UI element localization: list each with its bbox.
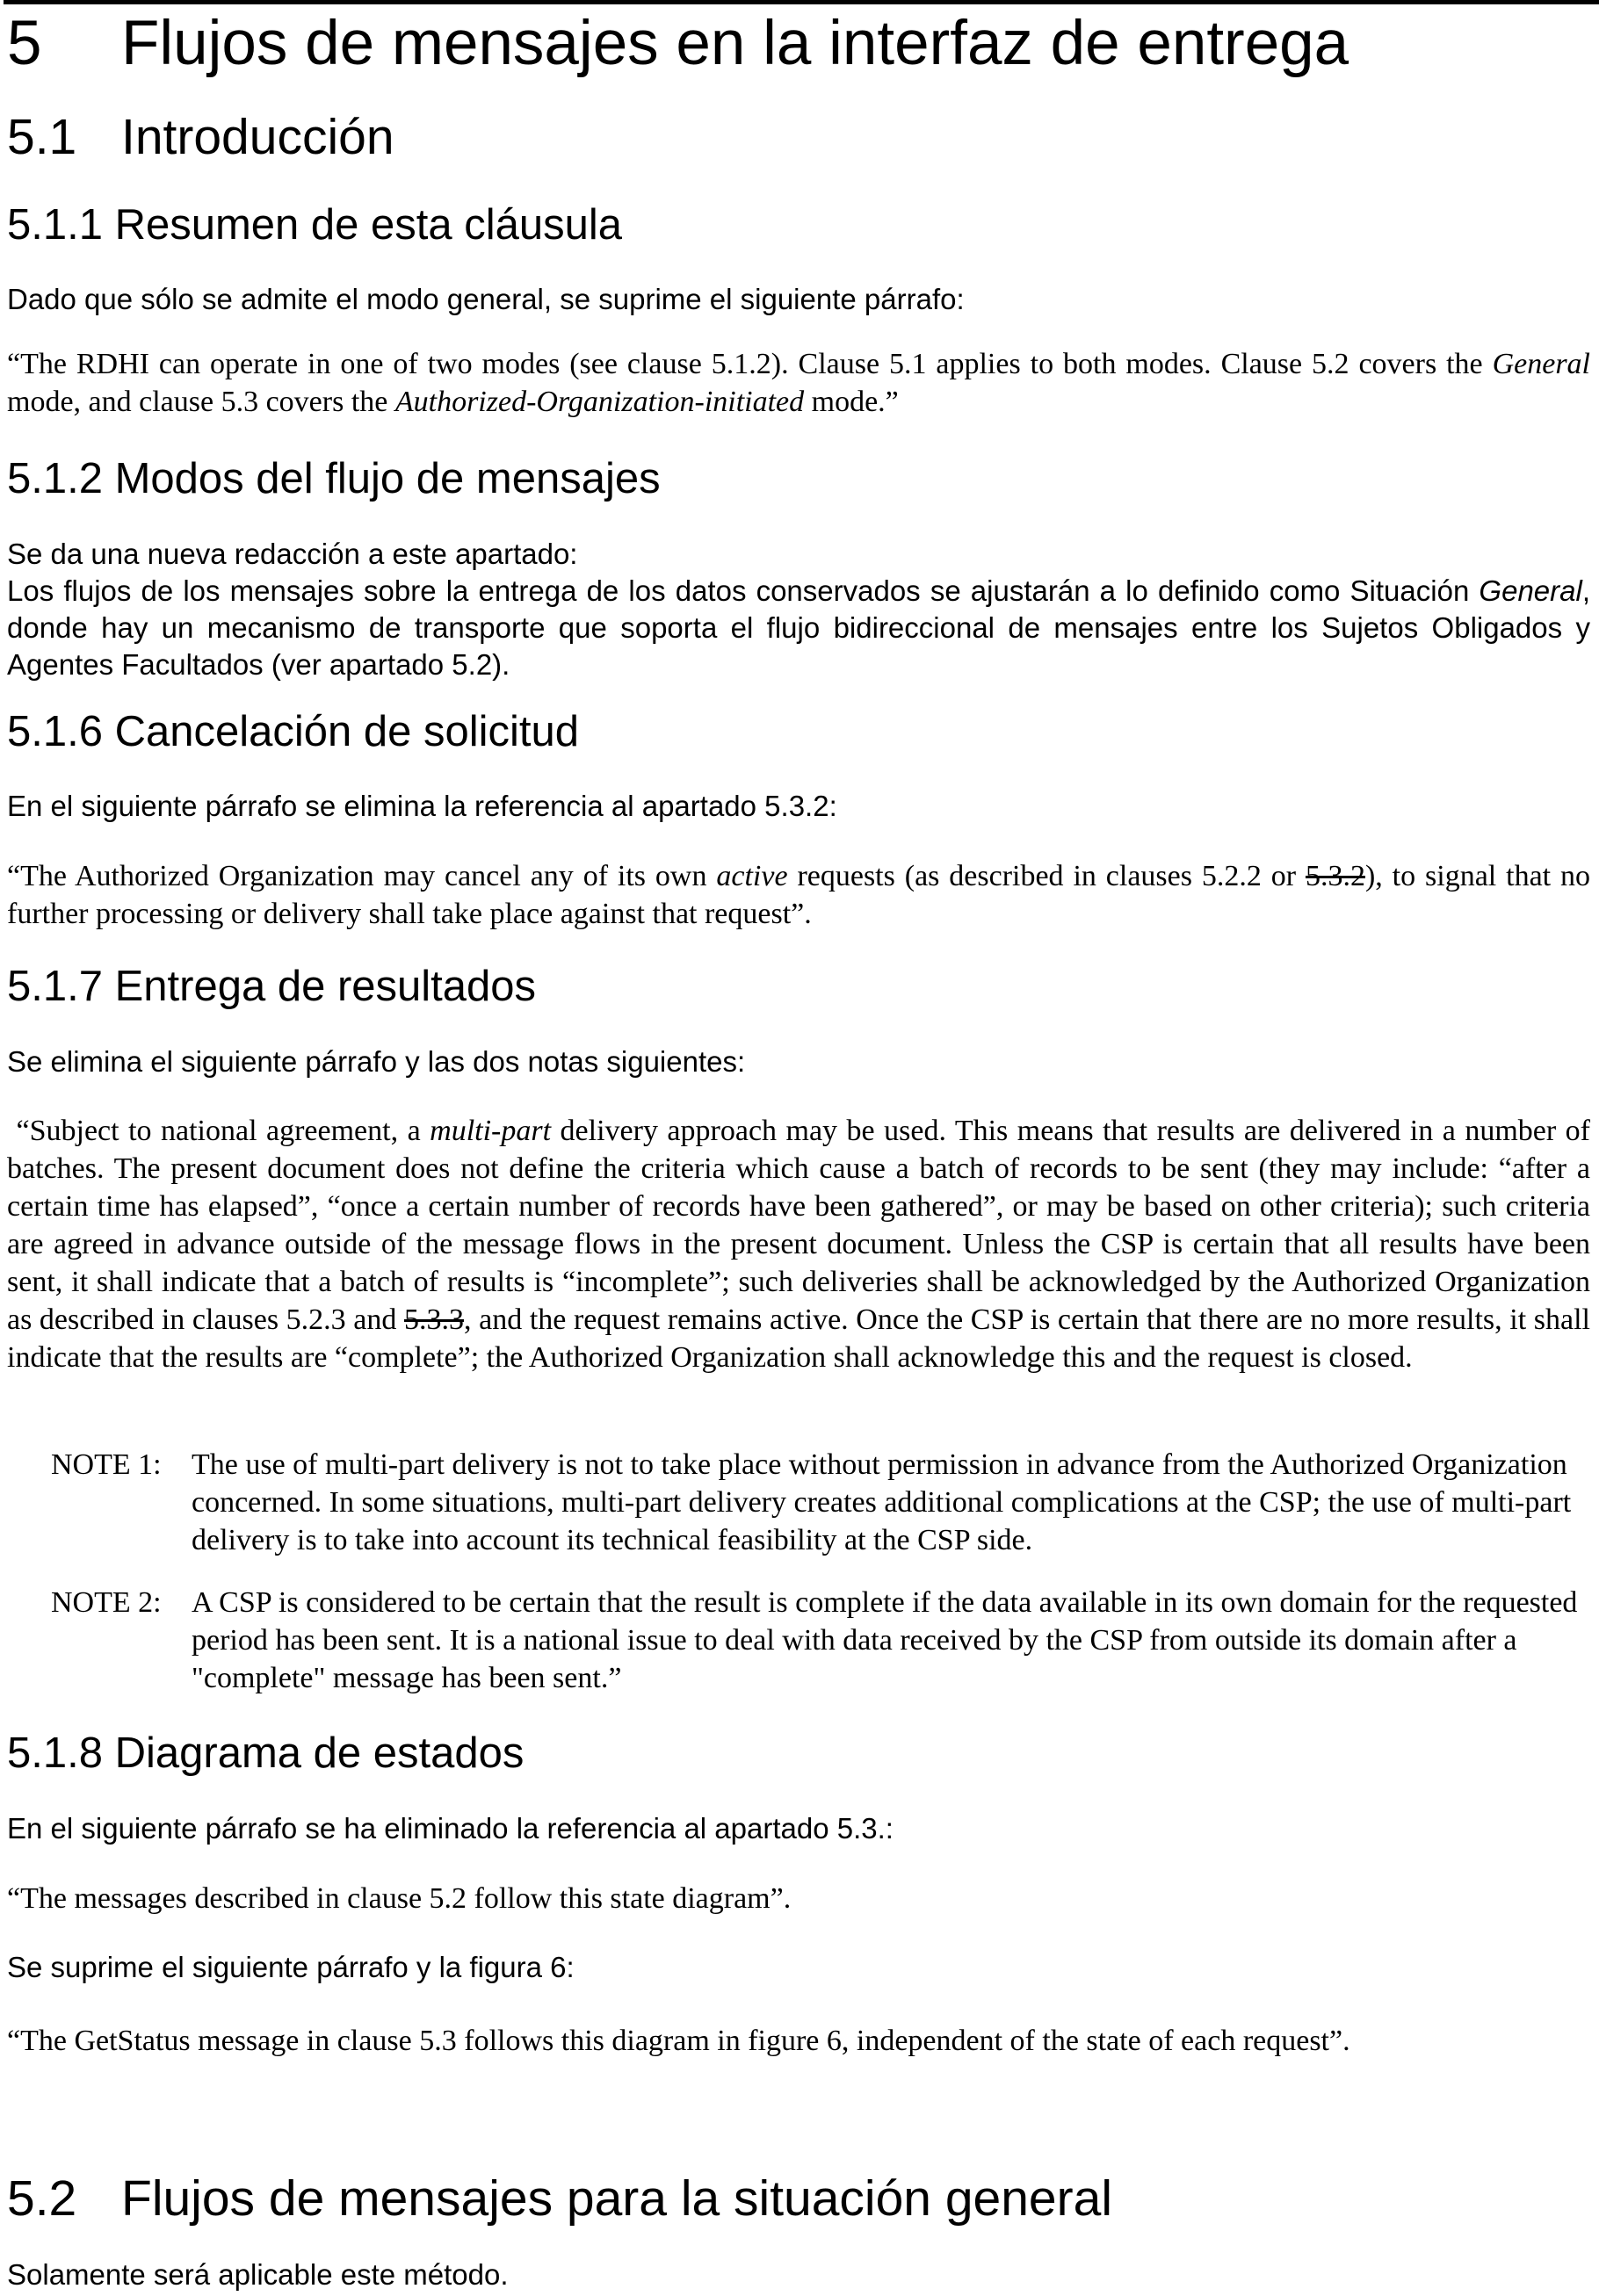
note-text: The use of multi-part delivery is not to take place without permission in advance from the Authorized Organization concerned. In some situations, multi-part delivery creates additional complications at the CSP; the use of multi-part delivery is to take into account its technical feasibility at the CSP side. [192,1448,1572,1556]
quote-emphasis: active [716,860,788,892]
note-text: A CSP is considered to be certain that the result is complete if the data available in its own domain for the requested period has been sent. It is a national issue to deal with data received by the CSP from outside its domain after a "complete" message has been sent.” [192,1586,1578,1694]
instruction-text: Dado que sólo se admite el modo general, se suprime el siguiente párrafo: [7,283,965,315]
chapter-heading [7,9,1590,79]
quote-text: mode, and clause 5.3 covers the [7,386,395,418]
quote-emphasis: Authorized-Organization-initiated [394,386,805,418]
subsection-heading-5-1-8: 5.1.8 Diagrama de estados [7,1729,525,1777]
chapter-title: Flujos de mensajes en la interfaz de entrega [121,9,1349,78]
note-label: NOTE 2: [51,1586,162,1619]
quote-text: , and the request remains active. Once the CSP is certain that there are no more results, it shall indicate that the results are “complete”; the Authorized Organization shall acknowledge this and the request is closed. [7,1303,1598,1374]
struck-reference: 5.3.3 [404,1303,464,1336]
section-number: 5.1 [7,109,77,165]
subsection-heading-5-1-2: 5.1.2 Modos del flujo de mensajes [7,455,661,502]
quoted-paragraph [7,1112,1598,1376]
chapter-number: 5 [7,9,42,78]
body-text: Los flujos de los mensajes sobre la entrega de los datos conservados se ajustarán a lo definido como Situación [7,574,1480,607]
subsection-heading-5-1-7: 5.1.7 Entrega de resultados [7,963,537,1010]
quoted-paragraph: “The GetStatus message in clause 5.3 follows this diagram in figure 6, independent of the state of each request”. [7,2025,1350,2057]
body-paragraph [7,573,1590,683]
note-label: NOTE 1: [51,1448,162,1481]
quote-text: requests (as described in clauses 5.2.2 or [787,860,1306,892]
quote-text: ), to signal that no further processing or delivery shall take place against that request”. [7,860,1591,930]
quote-text: “The Authorized Organization may cancel any of its own [7,860,717,892]
section-number: 5.2 [7,2170,77,2227]
quote-text: delivery approach may be used. This means that results are delivered in a number of batches. The present document does not define the criteria which cause a batch of records to be sent (they may include: “after a certain time has elapsed”, “once a certain number of records have been gathered”, or may be based on other criteria); such criteria are agreed in advance outside of the message flows in the present document. Unless the CSP is certain that all results have been sent, it shall indicate that a batch of results is “incomplete”; such deliveries shall be acknowledged by the Authorized Organization as described in clauses 5.2.3 and [7,1115,1598,1336]
quote-emphasis: multi-part [430,1115,552,1147]
top-rule [4,0,1599,4]
quote-emphasis: General [1492,348,1590,380]
subsection-heading-5-1-6: 5.1.6 Cancelación de solicitud [7,708,580,755]
note-1 [51,1446,1590,1559]
section-title: Flujos de mensajes para la situación general [121,2170,1112,2227]
quoted-paragraph [7,857,1590,933]
body-paragraph: Solamente será aplicable este método. [7,2258,509,2291]
quote-text: “Subject to national agreement, a [7,1115,430,1147]
quote-text: “The RDHI can operate in one of two modes (see clause 5.1.2). Clause 5.1 applies to both modes. Clause 5.2 covers the [7,348,1493,380]
instruction-text: En el siguiente párrafo se ha eliminado la referencia al apartado 5.3.: [7,1812,894,1845]
quoted-paragraph [7,345,1590,421]
section-title: Introducción [121,109,394,165]
instruction-text: Se elimina el siguiente párrafo y las dos notas siguientes: [7,1045,746,1078]
quote-text: mode.” [804,386,899,418]
struck-reference: 5.3.2 [1305,860,1365,892]
note-2 [51,1584,1590,1697]
body-text: , donde hay un mecanismo de transporte que soporta el flujo bidireccional de mensajes entre los Sujetos Obligados y Agentes Facultados (ver apartado 5.2). [7,574,1590,681]
subsection-heading-5-1-1: 5.1.1 Resumen de esta cláusula [7,201,623,249]
quoted-paragraph: “The messages described in clause 5.2 follow this state diagram”. [7,1882,792,1915]
section-heading-5-1 [7,108,1590,166]
instruction-text: Se suprime el siguiente párrafo y la figura 6: [7,1951,575,1983]
section-heading-5-2 [7,2170,1590,2227]
instruction-text: Se da una nueva redacción a este apartado: [7,538,578,570]
body-emphasis: General [1479,574,1582,607]
instruction-text: En el siguiente párrafo se elimina la referencia al apartado 5.3.2: [7,790,837,822]
